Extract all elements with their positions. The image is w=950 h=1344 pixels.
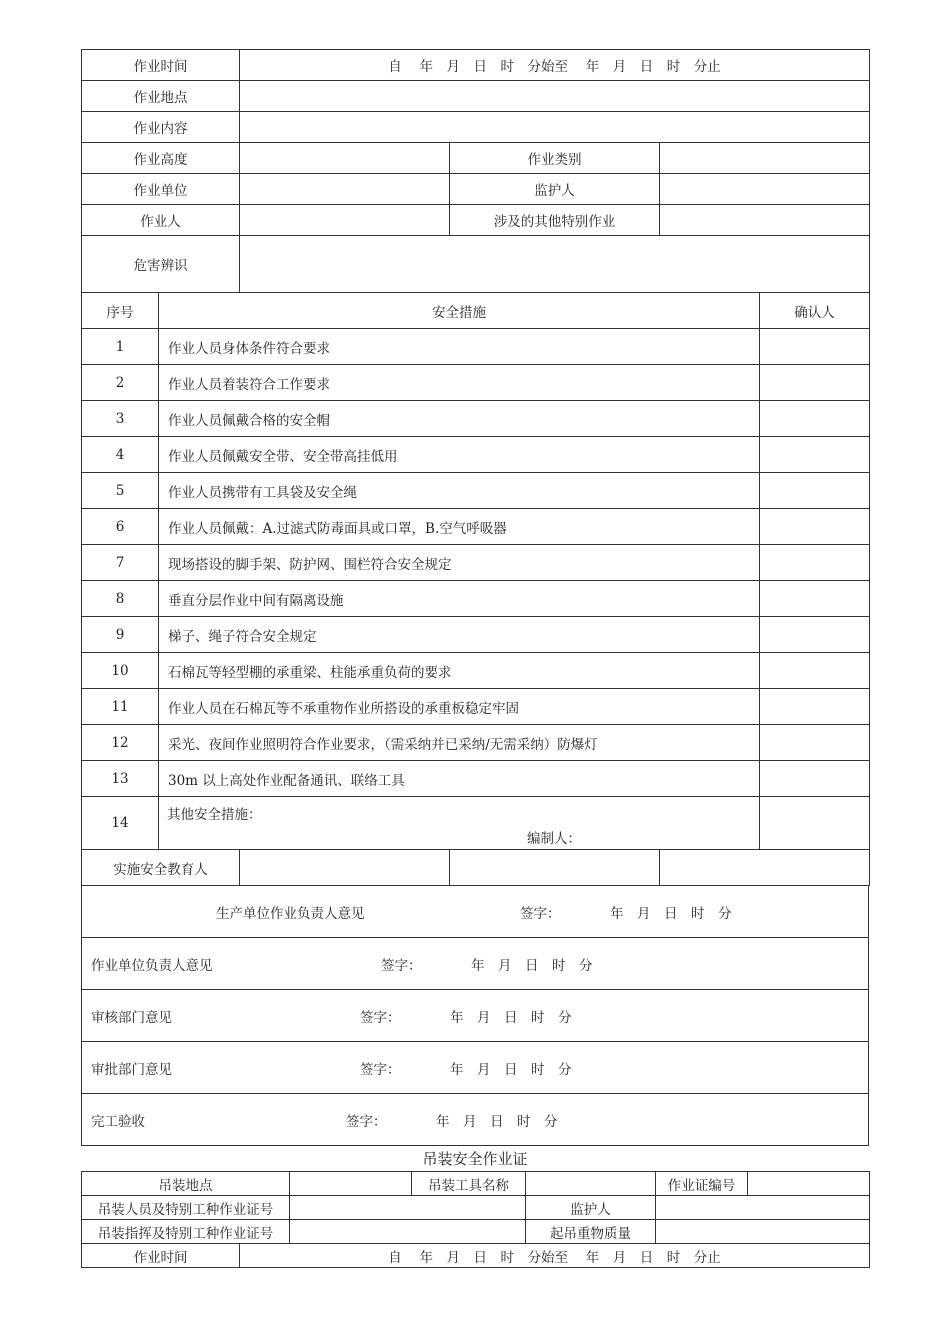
measure-no: 2 — [82, 365, 159, 401]
measure-no: 10 — [82, 653, 159, 689]
measure-no: 6 — [82, 509, 159, 545]
confirm-field[interactable] — [760, 725, 870, 761]
completion-label: 完工验收 — [91, 1113, 145, 1130]
education-table — [81, 849, 870, 886]
hazard-field[interactable] — [240, 236, 870, 293]
measure-row — [82, 329, 870, 365]
height-row — [82, 143, 870, 174]
confirm-field[interactable] — [760, 581, 870, 617]
unit-date: 年 月 日 时 分 — [471, 957, 593, 974]
confirm-field[interactable] — [760, 545, 870, 581]
production-date: 年 月 日 时 分 — [610, 905, 732, 922]
measure-text: 作业人员在石棉瓦等不承重物作业所搭设的承重板稳定牢固 — [159, 689, 760, 725]
measures-header-row — [82, 293, 870, 329]
measure-row — [82, 401, 870, 437]
measure-rows — [82, 329, 870, 797]
lifting-personnel-field[interactable] — [290, 1196, 526, 1220]
confirm-field[interactable] — [760, 617, 870, 653]
worker-row — [82, 205, 870, 236]
measure-no: 5 — [82, 473, 159, 509]
worker-field[interactable] — [240, 205, 450, 236]
measure-row — [82, 617, 870, 653]
completion-date: 年 月 日 时 分 — [436, 1113, 558, 1130]
completion-sign-label: 签字： — [346, 1113, 387, 1130]
high-work-permit-form — [81, 49, 869, 1268]
completion-row — [82, 1094, 869, 1146]
measure-no: 1 — [82, 329, 159, 365]
confirm-field[interactable] — [760, 437, 870, 473]
approve-sign-label: 签字： — [360, 1061, 401, 1078]
col-confirm-header: 确认人 — [760, 293, 870, 329]
measure-row — [82, 437, 870, 473]
lifting-supervisor-field[interactable] — [656, 1196, 870, 1220]
measure-text: 现场搭设的脚手架、防护网、围栏符合安全规定 — [159, 545, 760, 581]
audit-opinion-row — [82, 990, 869, 1042]
approve-opinion-label: 审批部门意见 — [91, 1061, 172, 1078]
measure-row — [82, 545, 870, 581]
measure-text: 石棉瓦等轻型棚的承重梁、柱能承重负荷的要求 — [159, 653, 760, 689]
opinions-table — [81, 885, 869, 1146]
measure-text: 垂直分层作业中间有隔离设施 — [159, 581, 760, 617]
production-opinion-row — [82, 886, 869, 938]
worker-label: 作业人 — [82, 205, 240, 236]
measure-text: 作业人员身体条件符合要求 — [159, 329, 760, 365]
work-time-row — [82, 50, 870, 81]
unit-field[interactable] — [240, 174, 450, 205]
lifting-location-label: 吊装地点 — [82, 1172, 290, 1196]
safety-measures-table — [81, 292, 870, 850]
lifting-row-1 — [82, 1172, 870, 1196]
other-special-label: 涉及的其他特别作业 — [450, 205, 660, 236]
measure-text: 作业人员携带有工具袋及安全绳 — [159, 473, 760, 509]
unit-opinion-label: 作业单位负责人意见 — [91, 957, 213, 974]
unit-row — [82, 174, 870, 205]
measure-text: 采光、夜间作业照明符合作业要求，（需采纳并已采纳/无需采纳）防爆灯 — [159, 725, 760, 761]
unit-opinion-row — [82, 938, 869, 990]
measure-text: 作业人员佩戴安全带、安全带高挂低用 — [159, 437, 760, 473]
height-label: 作业高度 — [82, 143, 240, 174]
unit-sign-label: 签字： — [381, 957, 422, 974]
education-field-2[interactable] — [450, 850, 660, 886]
work-info-table — [81, 49, 870, 293]
lifting-weight-label: 起吊重物质量 — [526, 1220, 656, 1244]
work-time-field[interactable]: 自 年 月 日 时 分始至 年 月 日 时 分止 — [240, 50, 870, 81]
location-row — [82, 81, 870, 112]
author-label: 编制人： — [527, 831, 581, 847]
category-label: 作业类别 — [450, 143, 660, 174]
work-time-label: 作业时间 — [82, 50, 240, 81]
content-row — [82, 112, 870, 143]
measure-row — [82, 365, 870, 401]
measure-row — [82, 473, 870, 509]
measure-row — [82, 689, 870, 725]
lifting-personnel-label: 吊装人员及特别工种作业证号 — [82, 1196, 290, 1220]
lifting-time-field[interactable]: 自 年 月 日 时 分始至 年 月 日 时 分止 — [240, 1244, 870, 1268]
height-field[interactable] — [240, 143, 450, 174]
education-label: 实施安全教育人 — [82, 850, 240, 886]
measure-row — [82, 725, 870, 761]
location-field[interactable] — [240, 81, 870, 112]
confirm-field[interactable] — [760, 365, 870, 401]
audit-sign-label: 签字： — [360, 1009, 401, 1026]
unit-label: 作业单位 — [82, 174, 240, 205]
content-label: 作业内容 — [82, 112, 240, 143]
measure-row-14 — [82, 797, 870, 850]
lifting-commander-label: 吊装指挥及特别工种作业证号 — [82, 1220, 290, 1244]
approve-opinion-row — [82, 1042, 869, 1094]
lifting-time-row — [82, 1244, 870, 1268]
cert-no-label: 作业证编号 — [656, 1172, 748, 1196]
hazard-row — [82, 236, 870, 293]
measure-no: 12 — [82, 725, 159, 761]
education-field-3[interactable] — [660, 850, 870, 886]
col-measure-header: 安全措施 — [159, 293, 760, 329]
content-field[interactable] — [240, 112, 870, 143]
measure-text: 作业人员着装符合工作要求 — [159, 365, 760, 401]
unit-opinion-cell[interactable] — [82, 938, 869, 990]
measure-row — [82, 653, 870, 689]
completion-cell[interactable] — [82, 1094, 869, 1146]
measure-no: 8 — [82, 581, 159, 617]
lifting-commander-field[interactable] — [290, 1220, 526, 1244]
measure-text: 作业人员佩戴：A.过滤式防毒面具或口罩，B.空气呼吸器 — [159, 509, 760, 545]
lifting-time-table — [81, 1243, 870, 1268]
education-row — [82, 850, 870, 886]
confirm-field[interactable] — [760, 761, 870, 797]
measure-no: 7 — [82, 545, 159, 581]
confirm-field[interactable] — [760, 401, 870, 437]
category-field[interactable] — [660, 143, 870, 174]
approve-opinion-cell[interactable] — [82, 1042, 869, 1094]
measure-text: 作业人员佩戴合格的安全帽 — [159, 401, 760, 437]
confirm-field[interactable] — [760, 329, 870, 365]
supervisor-label: 监护人 — [450, 174, 660, 205]
lifting-permit-title: 吊装安全作业证 — [422, 1150, 528, 1168]
lifting-row-3 — [82, 1220, 870, 1244]
lifting-tool-field[interactable] — [526, 1172, 656, 1196]
cert-no-field[interactable] — [748, 1172, 870, 1196]
measure-no: 3 — [82, 401, 159, 437]
lifting-permit-table — [81, 1171, 870, 1244]
audit-date: 年 月 日 时 分 — [450, 1009, 572, 1026]
location-label: 作业地点 — [82, 81, 240, 112]
production-sign-label: 签字： — [520, 905, 561, 922]
confirm-field[interactable] — [760, 797, 870, 850]
hazard-label: 危害辨识 — [82, 236, 240, 293]
measure-no: 9 — [82, 617, 159, 653]
measure-row — [82, 761, 870, 797]
measure-no: 11 — [82, 689, 159, 725]
other-special-field[interactable] — [660, 205, 870, 236]
measure-no: 13 — [82, 761, 159, 797]
lifting-tool-label: 吊装工具名称 — [412, 1172, 526, 1196]
other-measures-cell[interactable] — [159, 797, 760, 850]
other-measures-label: 其他安全措施： — [167, 807, 262, 823]
confirm-field[interactable] — [760, 689, 870, 725]
measure-row — [82, 581, 870, 617]
supervisor-field[interactable] — [660, 174, 870, 205]
production-opinion-label: 生产单位作业负责人意见 — [216, 905, 365, 922]
measure-row — [82, 509, 870, 545]
lifting-time-label: 作业时间 — [82, 1244, 240, 1268]
lifting-weight-field[interactable] — [656, 1220, 870, 1244]
measure-no: 14 — [82, 797, 159, 850]
audit-opinion-cell[interactable] — [82, 990, 869, 1042]
measure-no: 4 — [82, 437, 159, 473]
approve-date: 年 月 日 时 分 — [450, 1061, 572, 1078]
production-opinion-cell[interactable] — [82, 886, 869, 938]
lifting-location-field[interactable] — [290, 1172, 412, 1196]
measure-text: 梯子、绳子符合安全规定 — [159, 617, 760, 653]
lifting-supervisor-label: 监护人 — [526, 1196, 656, 1220]
education-field-1[interactable] — [240, 850, 450, 886]
confirm-field[interactable] — [760, 509, 870, 545]
measure-text: 30m 以上高处作业配备通讯、联络工具 — [159, 761, 760, 797]
confirm-field[interactable] — [760, 653, 870, 689]
audit-opinion-label: 审核部门意见 — [91, 1009, 172, 1026]
lifting-row-2 — [82, 1196, 870, 1220]
confirm-field[interactable] — [760, 473, 870, 509]
col-no-header: 序号 — [82, 293, 159, 329]
